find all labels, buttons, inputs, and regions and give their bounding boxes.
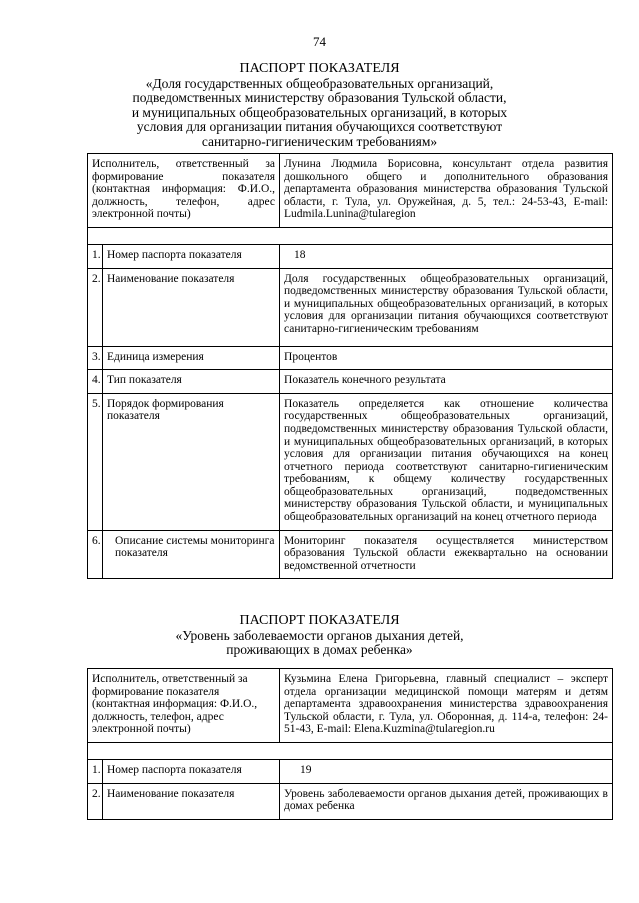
executor-value: Лунина Людмила Борисовна, консультант отдела развития дошкольного общего и дополнительного образования департамента образования министерства образования Тульской области, г. Тула, ул. Оружейная, д. 5, тел.: 24-53-43, E-mail: Ludmila.Lunina@tularegion — [280, 154, 613, 228]
passport-1-subtitle-line: санитарно-гигиеническим требованиям» — [201, 133, 438, 149]
page-number: 74 — [313, 34, 326, 49]
row-value: Процентов — [280, 346, 613, 370]
table-row — [88, 268, 613, 346]
passport-1-subtitle-line: и муниципальных общеобразовательных организаций, в которых — [131, 104, 508, 120]
row-value: Показатель конечного результата — [280, 370, 613, 394]
row-label: Номер паспорта показателя — [103, 759, 280, 783]
passport-2-title: ПАСПОРТ ПОКАЗАТЕЛЯ — [239, 613, 400, 628]
passport-2-table — [87, 668, 613, 820]
row-value: 18 — [280, 244, 613, 268]
passport-2-subtitle-line: «Уровень заболеваемости органов дыхания детей, — [175, 627, 464, 643]
passport-1-heading — [60, 62, 579, 149]
table-row — [88, 783, 613, 819]
row-label: Порядок формирования показателя — [103, 393, 280, 530]
row-number: 6. — [88, 530, 103, 579]
passport-1-subtitle-line: условия для организации питания обучающихся соответствуют — [136, 119, 503, 134]
executor-label: Исполнитель, ответственный за формирование показателя (контактная информация: Ф.И.О., должность, телефон, адрес электронной почты) — [88, 669, 280, 743]
passport-1-table — [87, 153, 613, 579]
passport-2-subtitle-line: проживающих в домах ребенка» — [226, 642, 413, 657]
row-number: 5. — [88, 393, 103, 530]
table-row — [88, 370, 613, 394]
executor-label: Исполнитель, ответственный за формирование показателя (контактная информация: Ф.И.О., должность, телефон, адрес электронной почты) — [88, 154, 280, 228]
passport-1-subtitle-line: «Доля государственных общеобразовательных организаций, — [145, 75, 494, 91]
passport-1-title: ПАСПОРТ ПОКАЗАТЕЛЯ — [239, 61, 400, 76]
row-number: 3. — [88, 346, 103, 370]
table-row — [88, 346, 613, 370]
row-number: 2. — [88, 783, 103, 819]
row-label: Описание системы мониторинга показателя — [103, 530, 280, 579]
table-row — [88, 759, 613, 783]
row-value: Уровень заболеваемости органов дыхания детей, проживающих в домах ребенка — [280, 783, 613, 819]
row-value: Мониторинг показателя осуществляется министерством образования Тульской области ежеквартально на основании ведомственной отчетности — [280, 530, 613, 579]
row-number: 2. — [88, 268, 103, 346]
row-label: Наименование показателя — [103, 783, 280, 819]
row-value: Доля государственных общеобразовательных организаций, подведомственных министерству образования Тульской области, и муниципальных общеобразовательных организаций, в которых условия для организации питания обучающихся соответствуют санитарно-гигиеническим требованиям — [280, 268, 613, 346]
table-row — [88, 393, 613, 530]
table-row — [88, 530, 613, 579]
row-label: Тип показателя — [103, 370, 280, 394]
row-number: 1. — [88, 759, 103, 783]
row-number: 1. — [88, 244, 103, 268]
row-label: Номер паспорта показателя — [103, 244, 280, 268]
row-label: Единица измерения — [103, 346, 280, 370]
executor-value: Кузьмина Елена Григорьевна, главный специалист – эксперт отдела организации медицинской помощи матерям и детям департамента здравоохранения министерства здравоохранения Тульской области, г. Тула, ул. Оборонная, д. 114-а, телефон: 24-51-43, E-mail: Elena.Kuzmina@tularegion.ru — [280, 669, 613, 743]
executor-row — [88, 154, 613, 228]
row-label: Наименование показателя — [103, 268, 280, 346]
passport-2-heading — [60, 614, 579, 658]
passport-1-subtitle-line: подведомственных министерству образования Тульской области, — [132, 90, 507, 105]
row-value: Показатель определяется как отношение количества государственных общеобразовательных организаций, подведомственных министерству образования Тульской области, и муниципальных общеобразовательных организаций, в которых условия для организации питания обучающихся на конец отчетного периода соответствуют санитарно-гигиеническим требованиям, к общему количеству государственных общеобразовательных организаций, подведомственных министерству образования Тульской области, и муниципальных общеобразовательных организаций на конец отчетного периода — [280, 393, 613, 530]
row-number: 4. — [88, 370, 103, 394]
executor-row — [88, 669, 613, 743]
table-row — [88, 244, 613, 268]
row-value: 19 — [280, 759, 613, 783]
